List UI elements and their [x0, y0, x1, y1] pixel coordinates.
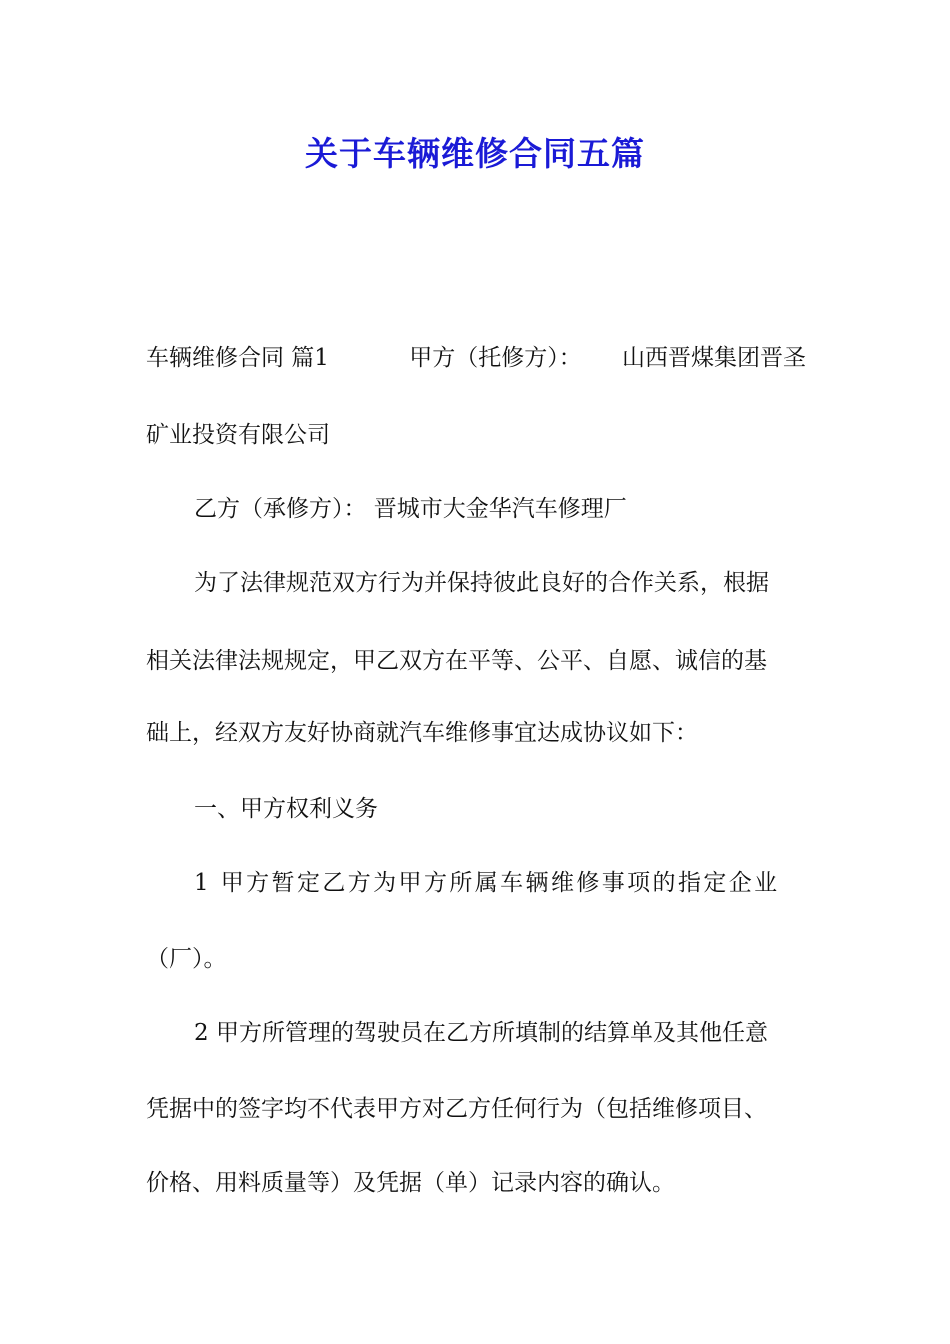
party-a-name-part1: 山西晋煤集团晋圣: [621, 345, 806, 371]
paragraph-intro-line-3: 础上，经双方友好协商就汽车维修事宜达成协议如下：: [146, 720, 698, 746]
clause-1-line-1: 1 甲方暂定乙方为甲方所属车辆维修事项的指定企业: [194, 870, 780, 896]
clause-1-line-2: （厂）。: [146, 946, 227, 972]
party-a-label: 甲方（托修方）：: [409, 345, 582, 371]
contract-section-label: 车辆维修合同 篇1: [146, 345, 329, 371]
clause-2-line-3: 价格、用料质量等）及凭据（单）记录内容的确认。: [146, 1170, 675, 1196]
section-heading-party-a-rights: 一、甲方权利义务: [194, 796, 378, 822]
paragraph-intro-line-2: 相关法律法规规定，甲乙双方在平等、公平、自愿、诚信的基: [146, 648, 767, 674]
contract-header-line: [146, 343, 806, 373]
party-b-line: 乙方（承修方）： 晋城市大金华汽车修理厂: [194, 496, 627, 522]
party-a-name-part2: 矿业投资有限公司: [146, 422, 330, 448]
clause-2-line-2: 凭据中的签字均不代表甲方对乙方任何行为（包括维修项目、: [146, 1096, 767, 1122]
paragraph-intro-line-1: 为了法律规范双方行为并保持彼此良好的合作关系，根据: [194, 570, 769, 596]
clause-2-line-1: 2 甲方所管理的驾驶员在乙方所填制的结算单及其他任意: [194, 1020, 768, 1046]
document-title: 关于车辆维修合同五篇: [305, 134, 645, 173]
